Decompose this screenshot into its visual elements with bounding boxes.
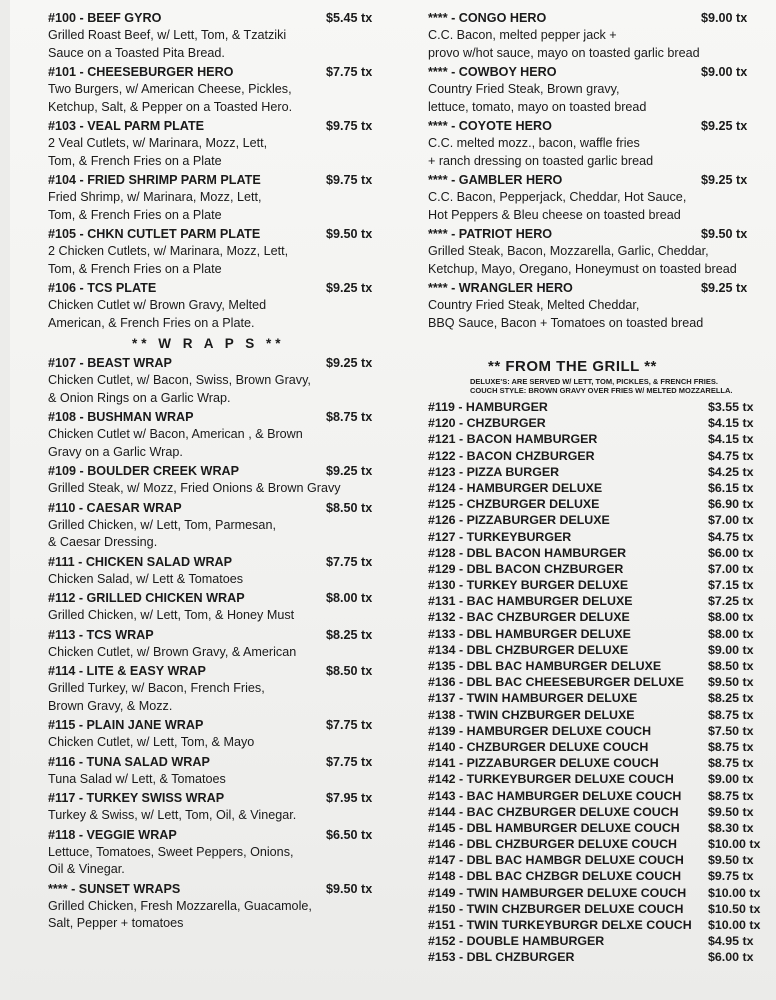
grill-item-price: $6.00 tx bbox=[708, 545, 754, 560]
grill-item bbox=[428, 399, 758, 415]
grill-item bbox=[428, 415, 758, 431]
grill-item-price: $3.55 tx bbox=[708, 400, 754, 414]
couch-note: COUCH STYLE: BROWN GRAVY OVER FRIES W/ MELTED MOZZARELLA. bbox=[470, 386, 733, 395]
item-price: $7.95 tx bbox=[326, 791, 373, 805]
item-title: **** - PATRIOT HERO bbox=[428, 227, 553, 241]
grill-item bbox=[428, 529, 758, 545]
item-title: #116 - TUNA SALAD WRAP bbox=[48, 754, 210, 769]
grill-item-name: #141 - PIZZABURGER DELUXE COUCH bbox=[428, 756, 659, 771]
grill-item bbox=[428, 804, 758, 820]
item-description: & Onion Rings on a Garlic Wrap. bbox=[48, 390, 231, 405]
menu-item bbox=[48, 409, 388, 461]
grill-item bbox=[428, 690, 758, 706]
item-description: Brown Gravy, & Mozz. bbox=[48, 698, 173, 713]
grill-item-name: #132 - BAC CHZBURGER DELUXE bbox=[428, 610, 630, 625]
grill-item-name: #135 - DBL BAC HAMBURGER DELUXE bbox=[428, 659, 662, 673]
grill-item-name: #143 - BAC HAMBURGER DELUXE COUCH bbox=[428, 788, 682, 803]
grill-item bbox=[428, 755, 758, 771]
deluxe-note: DELUXE'S: ARE SERVED W/ LETT, TOM, PICKLES, & FRENCH FRIES. bbox=[470, 377, 718, 386]
item-description: Ketchup, Salt, & Pepper on a Toasted Hero. bbox=[48, 99, 293, 114]
grill-item bbox=[428, 577, 758, 593]
item-title: #113 - TCS WRAP bbox=[48, 627, 154, 642]
grill-item bbox=[428, 496, 758, 512]
grill-item-name: #127 - TURKEYBURGER bbox=[428, 529, 572, 544]
item-description: Chicken Cutlet w/ Brown Gravy, Melted bbox=[48, 298, 267, 312]
item-description: Grilled Chicken, w/ Lett, Tom, Parmesan, bbox=[48, 517, 276, 532]
grill-item-name: #138 - TWIN CHZBURGER DELUXE bbox=[428, 707, 635, 722]
grill-item-name: #149 - TWIN HAMBURGER DELUXE COUCH bbox=[428, 885, 687, 900]
item-price: $9.75 tx bbox=[326, 119, 373, 133]
item-price: $7.75 tx bbox=[326, 65, 373, 79]
item-title: #109 - BOULDER CREEK WRAP bbox=[48, 464, 240, 478]
grill-list bbox=[428, 399, 761, 966]
item-price: $8.00 tx bbox=[326, 591, 373, 605]
item-price: $9.25 tx bbox=[326, 464, 373, 478]
item-title: #105 - CHKN CUTLET PARM PLATE bbox=[48, 227, 261, 241]
item-title: #114 - LITE & EASY WRAP bbox=[48, 664, 206, 678]
item-title: **** - CONGO HERO bbox=[428, 11, 547, 25]
item-title: **** - GAMBLER HERO bbox=[428, 173, 563, 187]
grill-item bbox=[428, 852, 758, 868]
grill-item-name: #128 - DBL BACON HAMBURGER bbox=[428, 545, 627, 560]
grill-item bbox=[428, 836, 761, 852]
menu-item bbox=[428, 280, 758, 332]
grill-item bbox=[428, 723, 758, 739]
item-title: #112 - GRILLED CHICKEN WRAP bbox=[48, 591, 245, 605]
item-description: Gravy on a Garlic Wrap. bbox=[48, 444, 183, 459]
grill-item-name: #121 - BACON HAMBURGER bbox=[428, 432, 598, 447]
item-title: **** - COWBOY HERO bbox=[428, 65, 557, 79]
grill-item-name: #144 - BAC CHZBURGER DELUXE COUCH bbox=[428, 804, 679, 819]
grill-item-name: #119 - HAMBURGER bbox=[428, 400, 548, 414]
menu-item bbox=[428, 10, 758, 62]
grill-heading: ** FROM THE GRILL ** bbox=[488, 358, 657, 375]
item-price: $8.50 tx bbox=[326, 500, 373, 515]
item-description: C.C. Bacon, Pepperjack, Cheddar, Hot Sauce, bbox=[428, 190, 687, 204]
grill-item bbox=[428, 626, 758, 642]
menu-item bbox=[48, 172, 388, 224]
item-price: $9.25 tx bbox=[701, 119, 748, 133]
item-price: $7.75 tx bbox=[326, 754, 373, 769]
grill-item-price: $4.75 tx bbox=[708, 529, 754, 544]
menu-item bbox=[48, 10, 388, 62]
item-title: **** - SUNSET WRAPS bbox=[48, 881, 181, 896]
item-description: Grilled Turkey, w/ Bacon, French Fries, bbox=[48, 681, 265, 695]
grill-item-price: $9.75 tx bbox=[708, 869, 754, 884]
grill-item-price: $8.75 tx bbox=[708, 756, 754, 771]
grill-item-price: $4.75 tx bbox=[708, 448, 754, 463]
item-description: Chicken Cutlet, w/ Brown Gravy, & American bbox=[48, 644, 297, 659]
item-title: #110 - CAESAR WRAP bbox=[48, 500, 182, 515]
grill-item-price: $7.25 tx bbox=[708, 594, 754, 609]
grill-item-name: #125 - CHZBURGER DELUXE bbox=[428, 497, 600, 512]
item-description: Chicken Cutlet, w/ Lett, Tom, & Mayo bbox=[48, 735, 255, 749]
grill-item-price: $7.00 tx bbox=[708, 513, 754, 528]
grill-item-price: $7.50 tx bbox=[708, 723, 754, 738]
item-price: $8.25 tx bbox=[326, 627, 373, 642]
item-title: #106 - TCS PLATE bbox=[48, 281, 157, 295]
item-title: #103 - VEAL PARM PLATE bbox=[48, 119, 205, 133]
grill-item-price: $9.50 tx bbox=[708, 675, 754, 690]
grill-item bbox=[428, 885, 761, 901]
grill-item bbox=[428, 545, 758, 561]
menu-item bbox=[48, 790, 388, 825]
grill-item-price: $8.25 tx bbox=[708, 691, 754, 706]
menu-item bbox=[48, 226, 388, 278]
item-price: $9.25 tx bbox=[326, 281, 373, 295]
grill-item-name: #139 - HAMBURGER DELUXE COUCH bbox=[428, 723, 652, 738]
grill-item-price: $10.00 tx bbox=[708, 837, 761, 852]
grill-item-price: $8.75 tx bbox=[708, 739, 754, 754]
grill-item-name: #131 - BAC HAMBURGER DELUXE bbox=[428, 594, 633, 609]
item-price: $7.75 tx bbox=[326, 718, 373, 732]
item-title: #118 - VEGGIE WRAP bbox=[48, 827, 177, 842]
menu-item bbox=[48, 827, 388, 879]
item-price: $9.50 tx bbox=[326, 227, 373, 241]
item-price: $9.00 tx bbox=[701, 65, 748, 79]
menu-item bbox=[48, 280, 388, 332]
item-description: 2 Veal Cutlets, w/ Marinara, Mozz, Lett, bbox=[48, 136, 268, 150]
grill-item bbox=[428, 464, 758, 480]
grill-item bbox=[428, 448, 758, 464]
item-price: $9.25 tx bbox=[326, 356, 373, 370]
grill-item bbox=[428, 933, 758, 949]
grill-item-name: #130 - TURKEY BURGER DELUXE bbox=[428, 578, 629, 593]
item-description: 2 Chicken Cutlets, w/ Marinara, Mozz, Lett, bbox=[48, 244, 289, 258]
item-description: Grilled Chicken, Fresh Mozzarella, Guacamole, bbox=[48, 898, 312, 913]
item-description: Hot Peppers & Bleu cheese on toasted bread bbox=[428, 207, 681, 222]
grill-item-name: #142 - TURKEYBURGER DELUXE COUCH bbox=[428, 772, 674, 787]
item-price: $9.50 tx bbox=[326, 881, 373, 896]
grill-item-price: $9.00 tx bbox=[708, 772, 754, 787]
grill-item bbox=[428, 431, 758, 447]
menu-item bbox=[48, 663, 388, 715]
grill-item bbox=[428, 561, 758, 577]
grill-item-name: #140 - CHZBURGER DELUXE COUCH bbox=[428, 739, 649, 754]
wraps-heading: ** W R A P S ** bbox=[132, 336, 285, 351]
item-description: Country Fried Steak, Brown gravy, bbox=[428, 82, 620, 96]
heroes-list bbox=[428, 10, 758, 332]
item-price: $8.50 tx bbox=[326, 664, 373, 678]
menu-item bbox=[428, 172, 758, 224]
item-description: American, & French Fries on a Plate. bbox=[48, 315, 255, 330]
menu-item bbox=[48, 627, 388, 662]
item-description: Lettuce, Tomatoes, Sweet Peppers, Onions, bbox=[48, 844, 294, 859]
grill-item bbox=[428, 707, 758, 723]
item-title: **** - COYOTE HERO bbox=[428, 119, 552, 133]
grill-item bbox=[428, 788, 758, 804]
item-description: Grilled Steak, Bacon, Mozzarella, Garlic, Cheddar, bbox=[428, 244, 709, 258]
item-description: + ranch dressing on toasted garlic bread bbox=[428, 153, 654, 168]
menu-item bbox=[48, 118, 388, 170]
grill-item bbox=[428, 593, 758, 609]
menu-item bbox=[48, 881, 388, 933]
grill-item-name: #150 - TWIN CHZBURGER DELUXE COUCH bbox=[428, 901, 684, 916]
grill-item-price: $4.15 tx bbox=[708, 432, 754, 447]
item-description: C.C. Bacon, melted pepper jack + bbox=[428, 28, 617, 42]
grill-item-price: $8.30 tx bbox=[708, 820, 754, 835]
item-price: $8.75 tx bbox=[326, 410, 373, 424]
grill-item-price: $8.00 tx bbox=[708, 626, 754, 641]
plates-list bbox=[48, 10, 388, 332]
item-description: C.C. melted mozz., bacon, waffle fries bbox=[428, 136, 640, 150]
menu-item bbox=[48, 717, 388, 752]
menu-item bbox=[48, 754, 388, 789]
grill-item-name: #147 - DBL BAC HAMBGR DELUXE COUCH bbox=[428, 853, 684, 868]
left-column bbox=[48, 10, 388, 935]
menu-item bbox=[428, 118, 758, 170]
grill-item bbox=[428, 642, 758, 658]
item-price: $9.25 tx bbox=[701, 173, 748, 187]
grill-item-price: $10.00 tx bbox=[708, 918, 761, 932]
grill-item-price: $4.25 tx bbox=[708, 464, 754, 479]
grill-item-name: #126 - PIZZABURGER DELUXE bbox=[428, 513, 610, 528]
grill-item bbox=[428, 512, 758, 528]
item-description: Tuna Salad w/ Lett, & Tomatoes bbox=[48, 771, 226, 786]
grill-item-price: $10.00 tx bbox=[708, 885, 761, 900]
item-description: Sauce on a Toasted Pita Bread. bbox=[48, 45, 225, 60]
menu-item bbox=[48, 554, 388, 589]
item-description: Oil & Vinegar. bbox=[48, 862, 125, 876]
grill-item bbox=[428, 658, 758, 674]
grill-item bbox=[428, 480, 758, 496]
item-title: **** - WRANGLER HERO bbox=[428, 281, 573, 295]
grill-item-price: $7.15 tx bbox=[708, 578, 754, 593]
grill-item bbox=[428, 674, 758, 690]
grill-item bbox=[428, 917, 761, 933]
item-price: $6.50 tx bbox=[326, 827, 373, 842]
item-description: Salt, Pepper + tomatoes bbox=[48, 916, 184, 930]
menu-item bbox=[48, 64, 388, 116]
grill-item-price: $9.50 tx bbox=[708, 853, 754, 868]
item-description: lettuce, tomato, mayo on toasted bread bbox=[428, 99, 647, 114]
item-description: Grilled Chicken, w/ Lett, Tom, & Honey Must bbox=[48, 608, 295, 622]
item-description: Tom, & French Fries on a Plate bbox=[48, 261, 222, 276]
item-title: #101 - CHEESEBURGER HERO bbox=[48, 65, 234, 79]
grill-item bbox=[428, 868, 758, 884]
grill-item-name: #134 - DBL CHZBURGER DELUXE bbox=[428, 642, 629, 657]
item-price: $9.50 tx bbox=[701, 227, 748, 241]
grill-item-price: $8.75 tx bbox=[708, 788, 754, 803]
item-price: $9.75 tx bbox=[326, 173, 373, 187]
grill-item bbox=[428, 739, 758, 755]
item-title: #117 - TURKEY SWISS WRAP bbox=[48, 791, 225, 805]
grill-item-price: $8.75 tx bbox=[708, 707, 754, 722]
item-description: Chicken Salad, w/ Lett & Tomatoes bbox=[48, 571, 244, 586]
grill-item-price: $6.90 tx bbox=[708, 497, 754, 512]
grill-item bbox=[428, 771, 758, 787]
item-description: Tom, & French Fries on a Plate bbox=[48, 207, 222, 222]
item-description: Chicken Cutlet, w/ Bacon, Swiss, Brown Gravy, bbox=[48, 373, 311, 387]
item-description: Tom, & French Fries on a Plate bbox=[48, 153, 222, 168]
grill-item-name: #129 - DBL BACON CHZBURGER bbox=[428, 561, 624, 576]
item-title: #108 - BUSHMAN WRAP bbox=[48, 410, 194, 424]
grill-item-name: #137 - TWIN HAMBURGER DELUXE bbox=[428, 691, 638, 706]
grill-item-name: #120 - CHZBURGER bbox=[428, 416, 546, 431]
grill-item-name: #124 - HAMBURGER DELUXE bbox=[428, 480, 603, 495]
grill-item bbox=[428, 820, 758, 836]
item-price: $5.45 tx bbox=[326, 11, 373, 25]
item-title: #115 - PLAIN JANE WRAP bbox=[48, 718, 204, 732]
menu-item bbox=[48, 355, 388, 407]
item-description: provo w/hot sauce, mayo on toasted garlic bread bbox=[428, 45, 700, 60]
grill-item-name: #153 - DBL CHZBURGER bbox=[428, 950, 575, 965]
item-description: Country Fried Steak, Melted Cheddar, bbox=[428, 298, 640, 312]
grill-item-name: #122 - BACON CHZBURGER bbox=[428, 448, 595, 463]
grill-item-name: #136 - DBL BAC CHEESEBURGER DELUXE bbox=[428, 675, 684, 690]
grill-item-price: $10.50 tx bbox=[708, 901, 761, 916]
grill-item-price: $6.00 tx bbox=[708, 950, 754, 965]
grill-item-price: $4.15 tx bbox=[708, 416, 754, 431]
grill-item-name: #146 - DBL CHZBURGER DELUXE COUCH bbox=[428, 837, 677, 852]
grill-item-name: #123 - PIZZA BURGER bbox=[428, 464, 560, 479]
grill-item-price: $9.50 tx bbox=[708, 804, 754, 819]
menu-item bbox=[428, 64, 758, 116]
menu-item bbox=[48, 463, 388, 498]
grill-item bbox=[428, 949, 758, 965]
grill-item-price: $6.15 tx bbox=[708, 480, 754, 495]
grill-item-price: $8.50 tx bbox=[708, 659, 754, 673]
grill-item-name: #151 - TWIN TURKEYBURGR DELXE COUCH bbox=[428, 918, 692, 932]
grill-item-price: $7.00 tx bbox=[708, 561, 754, 576]
item-description: Chicken Cutlet w/ Bacon, American , & Brown bbox=[48, 427, 303, 441]
item-price: $9.00 tx bbox=[701, 11, 748, 25]
item-description: Fried Shrimp, w/ Marinara, Mozz, Lett, bbox=[48, 190, 262, 204]
item-description: Two Burgers, w/ American Cheese, Pickles, bbox=[48, 82, 292, 96]
item-description: BBQ Sauce, Bacon + Tomatoes on toasted bread bbox=[428, 315, 704, 330]
wraps-list bbox=[48, 355, 388, 933]
item-description: Ketchup, Mayo, Oregano, Honeymust on toasted bread bbox=[428, 261, 737, 276]
item-title: #111 - CHICKEN SALAD WRAP bbox=[48, 554, 233, 569]
item-description: Turkey & Swiss, w/ Lett, Tom, Oil, & Vinegar. bbox=[48, 808, 297, 822]
grill-item-price: $8.00 tx bbox=[708, 610, 754, 625]
grill-item-name: #148 - DBL BAC CHZBGR DELUXE COUCH bbox=[428, 869, 682, 884]
grill-item bbox=[428, 609, 758, 625]
item-title: #100 - BEEF GYRO bbox=[48, 11, 162, 25]
item-description: Grilled Steak, w/ Mozz, Fried Onions & Brown Gravy bbox=[48, 481, 341, 495]
item-title: #104 - FRIED SHRIMP PARM PLATE bbox=[48, 173, 261, 187]
menu-item bbox=[428, 226, 758, 278]
grill-item-name: #133 - DBL HAMBURGER DELUXE bbox=[428, 626, 631, 641]
right-column bbox=[428, 10, 761, 966]
grill-item-name: #152 - DOUBLE HAMBURGER bbox=[428, 934, 605, 949]
grill-item-price: $9.00 tx bbox=[708, 642, 754, 657]
item-description: & Caesar Dressing. bbox=[48, 535, 158, 549]
menu-item bbox=[48, 500, 388, 552]
item-price: $7.75 tx bbox=[326, 554, 373, 569]
grill-item bbox=[428, 901, 761, 917]
item-description: Grilled Roast Beef, w/ Lett, Tom, & Tzatziki bbox=[48, 28, 287, 42]
grill-item-name: #145 - DBL HAMBURGER DELUXE COUCH bbox=[428, 820, 680, 835]
grill-item-price: $4.95 tx bbox=[708, 934, 754, 949]
item-price: $9.25 tx bbox=[701, 281, 748, 295]
item-title: #107 - BEAST WRAP bbox=[48, 356, 172, 370]
menu-item bbox=[48, 590, 388, 625]
